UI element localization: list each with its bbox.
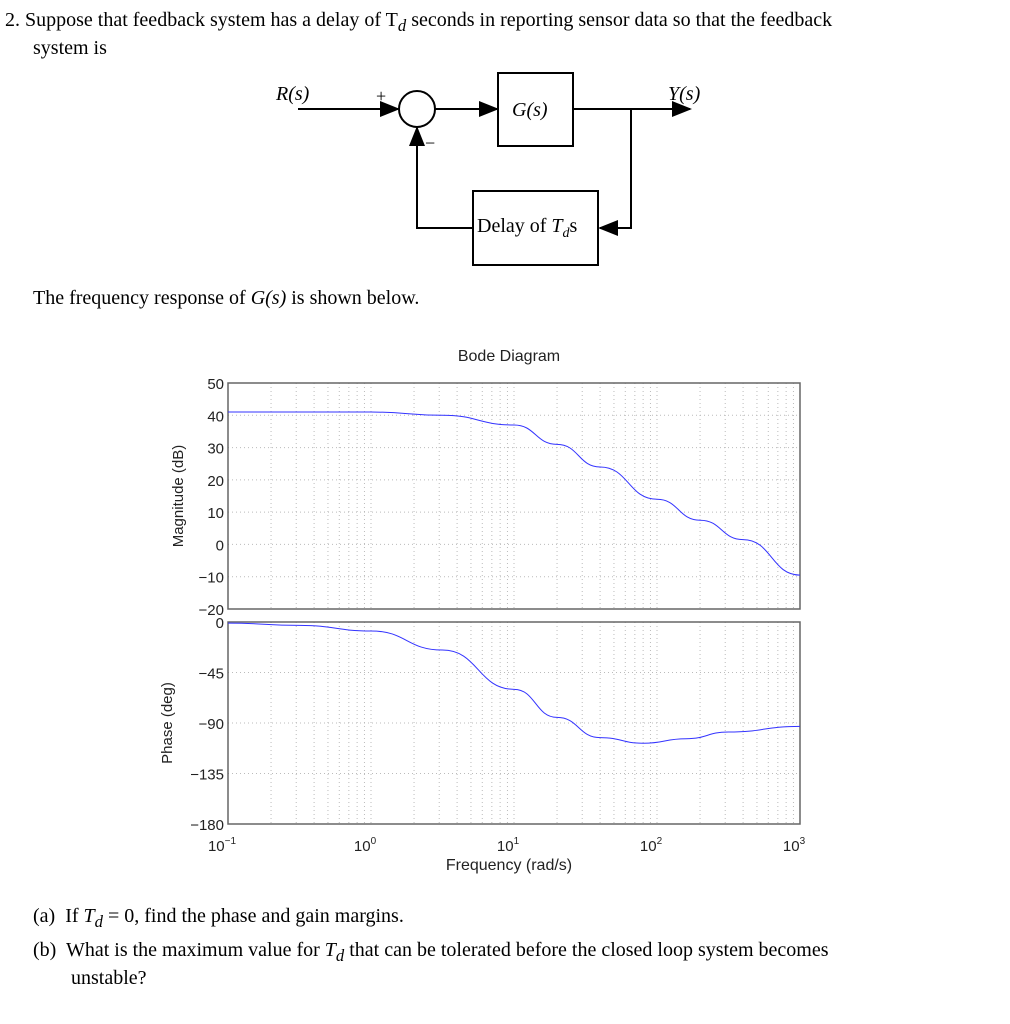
magnitude-tick-label: −20: [198, 602, 224, 619]
x-tick-label: $10^2$: [639, 836, 663, 855]
phase-ylabel: Phase (deg): [159, 682, 176, 764]
x-axis-label: Frequency (rad/s): [445, 857, 573, 874]
magnitude-tick-label: 30: [207, 440, 224, 458]
magnitude-tick-label: 10: [207, 505, 224, 523]
question-b: [33, 936, 829, 970]
intro-line2: system is: [33, 37, 107, 59]
question-text-post: that can be tolerated before the closed loop system becomes: [344, 939, 829, 961]
magnitude-tick-label: −10: [198, 569, 224, 587]
magnitude-ylabel: Magnitude (dB): [170, 444, 187, 548]
question-sub: d: [335, 946, 345, 965]
magnitude-tick-label: 40: [207, 408, 224, 426]
freq-text-fn: G(s): [250, 287, 287, 309]
input-label: R(s): [276, 83, 310, 105]
question-text-post: = 0, find the phase and gain margins.: [102, 905, 404, 927]
question-label: (b): [33, 939, 57, 961]
freq-text-post: is shown below.: [286, 287, 420, 309]
delay-label: Delay of $T_ds$: [477, 215, 578, 241]
phase-tick-label: 0: [215, 615, 224, 632]
output-label: Y(s): [668, 83, 701, 105]
question-a: [33, 902, 404, 936]
magnitude-curve: [228, 412, 800, 575]
x-tick-label: $10^0$: [353, 836, 377, 855]
question-var: T: [324, 939, 336, 961]
phase-tick-label: −45: [198, 665, 224, 683]
minus-sign: −: [425, 133, 436, 153]
problem-number: 2.: [5, 9, 20, 31]
intro-text: Suppose that feedback system has a delay of T: [25, 9, 398, 31]
phase-tick-label: −135: [190, 766, 224, 784]
plus-sign: +: [376, 86, 387, 106]
phase-tick-label: −90: [198, 716, 224, 733]
phase-tick-label: −180: [190, 817, 224, 834]
phase-curve: [228, 623, 800, 743]
freq-text-pre: The frequency response of: [33, 287, 251, 309]
plant-label: G(s): [512, 99, 548, 121]
magnitude-tick-label: 50: [207, 376, 224, 393]
question-var: T: [83, 905, 95, 927]
x-tick-label: $10^3$: [782, 836, 806, 855]
question-text: If: [65, 905, 84, 927]
intro-sub: d: [397, 16, 407, 35]
question-sub: d: [94, 912, 103, 931]
x-tick-label: $10^{-1}$: [207, 836, 237, 855]
magnitude-tick-label: 0: [215, 537, 224, 555]
question-label: (a): [33, 905, 56, 927]
question-b-line2: unstable?: [71, 967, 147, 989]
question-text: What is the maximum value for: [65, 939, 325, 961]
chart-title: Bode Diagram: [457, 348, 561, 365]
intro-text-rest: seconds in reporting sensor data so that the feedback: [406, 9, 833, 31]
x-tick-label: $10^1$: [496, 836, 520, 855]
magnitude-tick-label: 20: [207, 472, 224, 490]
